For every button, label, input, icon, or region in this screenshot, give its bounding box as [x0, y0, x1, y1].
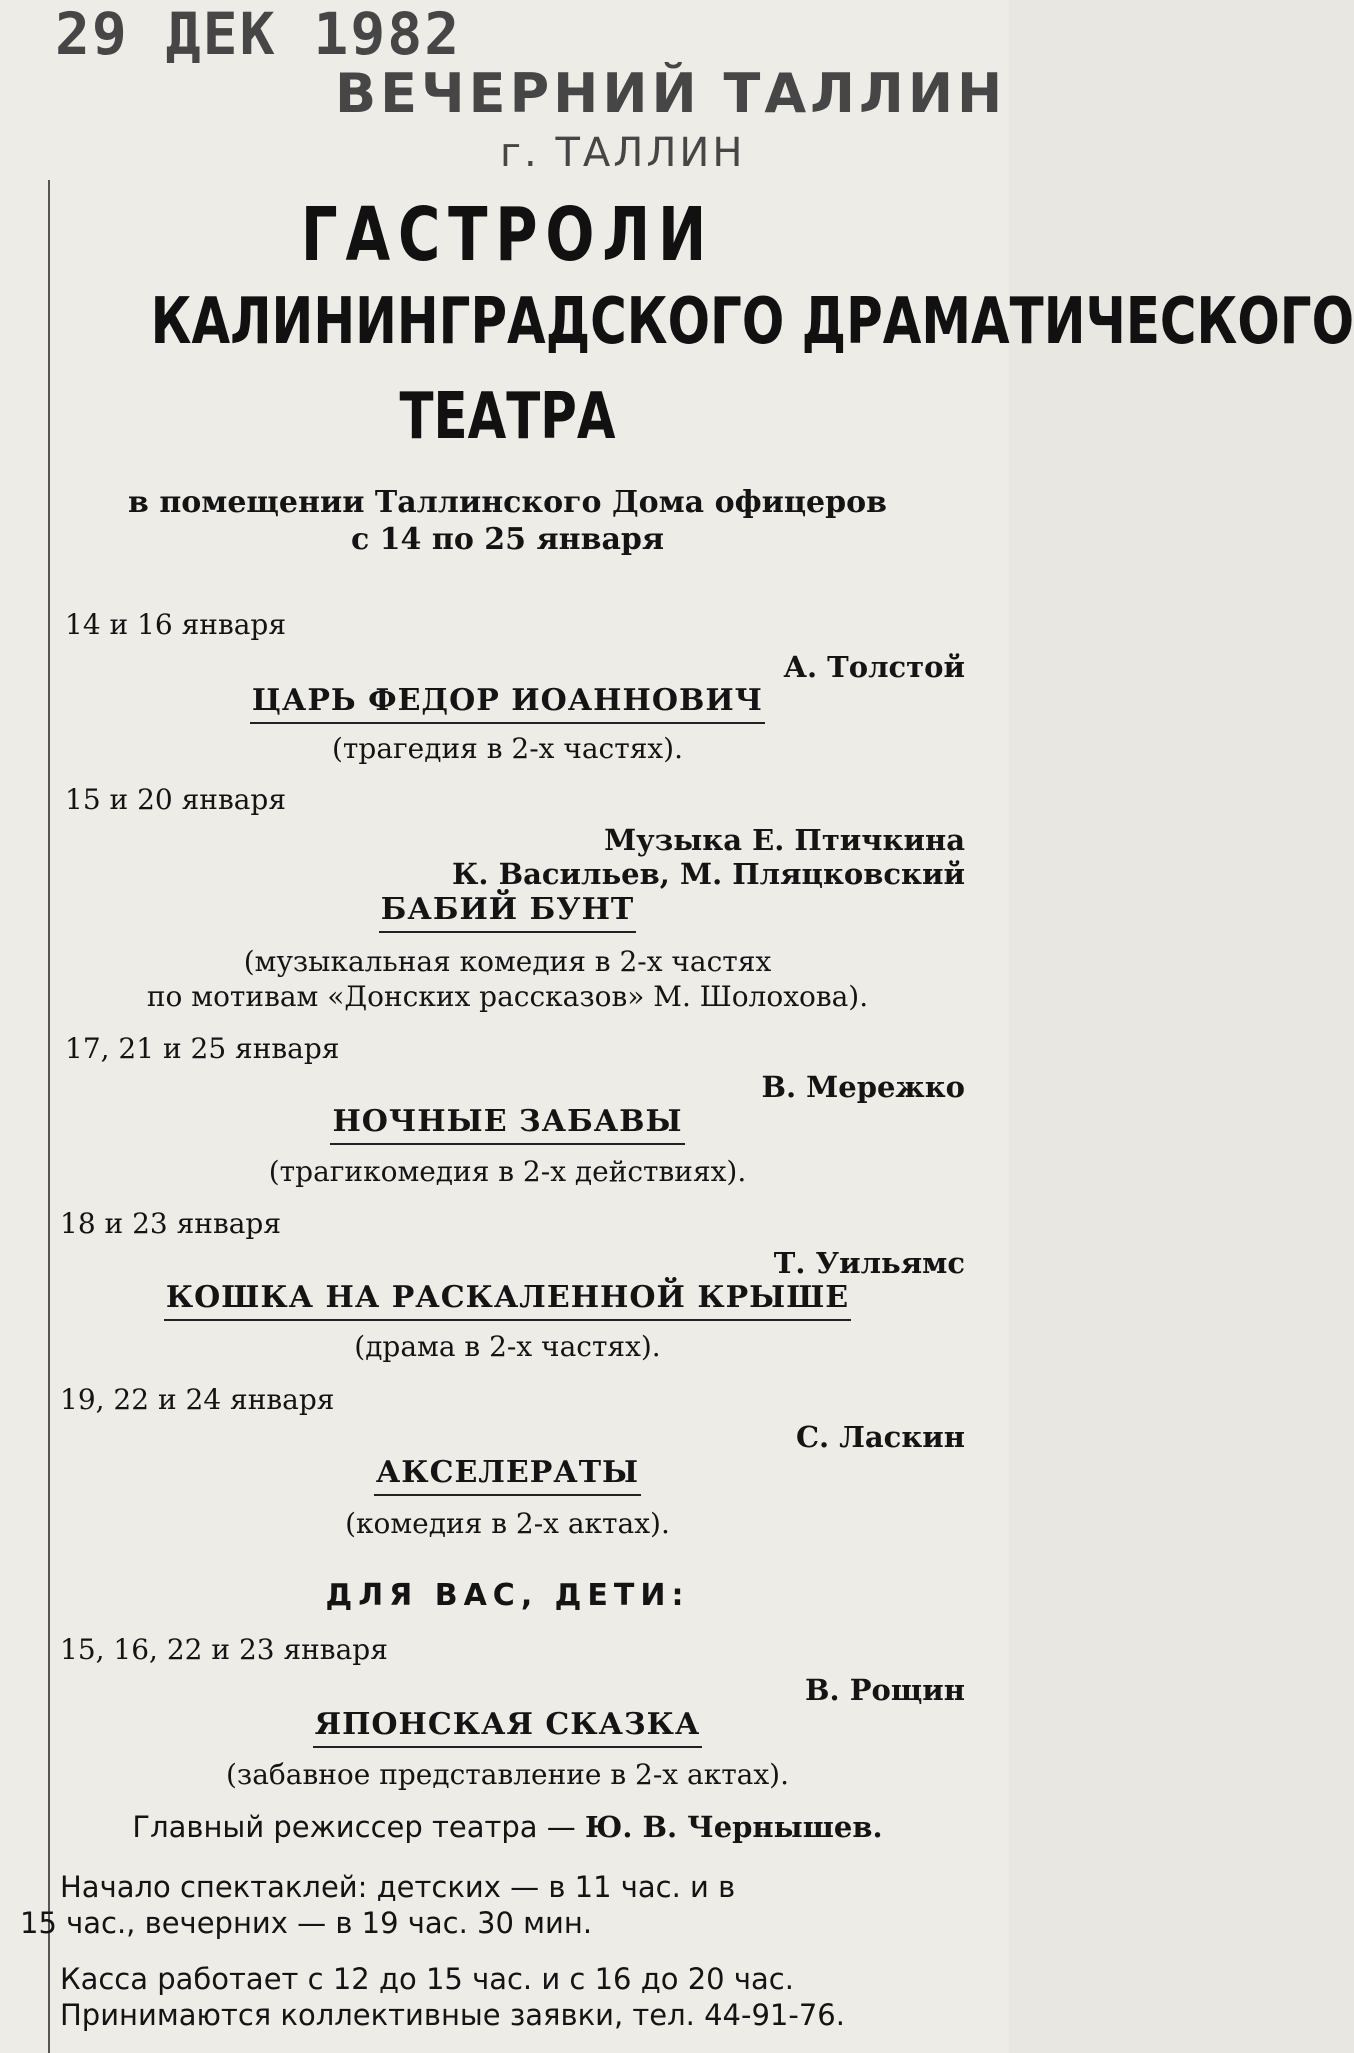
play-author: В. Рощин [805, 1673, 965, 1707]
venue-text: в помещении Таллинского Дома офицеров [128, 485, 887, 520]
play-title: БАБИЙ БУНТ [50, 892, 965, 927]
play-composer: Музыка Е. Птичкина [604, 823, 965, 857]
kids-heading: ДЛЯ ВАС, ДЕТИ: [325, 1578, 690, 1613]
play-title: КОШКА НА РАСКАЛЕННОЙ КРЫШЕ [50, 1280, 965, 1315]
play-title: ЦАРЬ ФЕДОР ИОАННОВИЧ [50, 683, 965, 718]
play-genre-cont: по мотивам «Донских рассказов» М. Шолохова). [146, 980, 869, 1013]
play-dates: 15, 16, 22 и 23 января [60, 1633, 388, 1666]
play-title: АКСЕЛЕРАТЫ [50, 1455, 965, 1490]
play-genre: (трагикомедия в 2-х действиях). [268, 1155, 747, 1188]
period-text: с 14 по 25 января [350, 522, 665, 557]
play-dates: 17, 21 и 25 января [65, 1032, 340, 1065]
play-dates: 18 и 23 января [60, 1207, 281, 1240]
play-dates: 15 и 20 января [65, 783, 286, 816]
director-line: Главный режиссер театра — Ю. В. Чернышев. [132, 1810, 883, 1844]
play-genre: (комедия в 2-х актах). [345, 1507, 670, 1540]
play-genre: (драма в 2-х частях). [354, 1330, 661, 1363]
play-author: Т. Уильямс [773, 1246, 965, 1280]
play-author: К. Васильев, М. Пляцковский [452, 857, 965, 891]
group-orders-line: Принимаются коллективные заявки, тел. 44-91-76. [60, 1998, 845, 2032]
play-title: НОЧНЫЕ ЗАБАВЫ [50, 1104, 965, 1139]
newspaper-stamp: ВЕЧЕРНИЙ ТАЛЛИН [335, 62, 1007, 125]
play-dates: 19, 22 и 24 января [60, 1383, 335, 1416]
start-time-line: Начало спектаклей: детских — в 11 час. и в [60, 1870, 736, 1904]
city-stamp: г. ТАЛЛИН [500, 130, 746, 176]
play-genre: (забавное представление в 2-х актах). [226, 1758, 789, 1791]
headline-theatre: ТЕАТРА [399, 380, 616, 454]
play-title: ЯПОНСКАЯ СКАЗКА [50, 1707, 965, 1742]
start-time-line-cont: 15 час., вечерних — в 19 час. 30 мин. [20, 1906, 593, 1940]
play-genre: (трагедия в 2-х частях). [331, 732, 684, 765]
advertisement [20, 180, 1354, 2053]
play-genre: (музыкальная комедия в 2-х частях [243, 945, 772, 978]
play-dates: 14 и 16 января [65, 608, 286, 641]
headline-tour: ГАСТРОЛИ [300, 192, 715, 278]
play-author: В. Мережко [761, 1070, 965, 1104]
play-author: А. Толстой [783, 650, 965, 684]
date-stamp: 29 ДЕК 1982 [55, 0, 462, 68]
play-author: С. Ласкин [795, 1420, 965, 1454]
headline-theatre-name: КАЛИНИНГРАДСКОГО ДРАМАТИЧЕСКОГО [150, 285, 1354, 359]
box-office-hours: Касса работает с 12 до 15 час. и с 16 до 20 час. [60, 1962, 794, 1996]
